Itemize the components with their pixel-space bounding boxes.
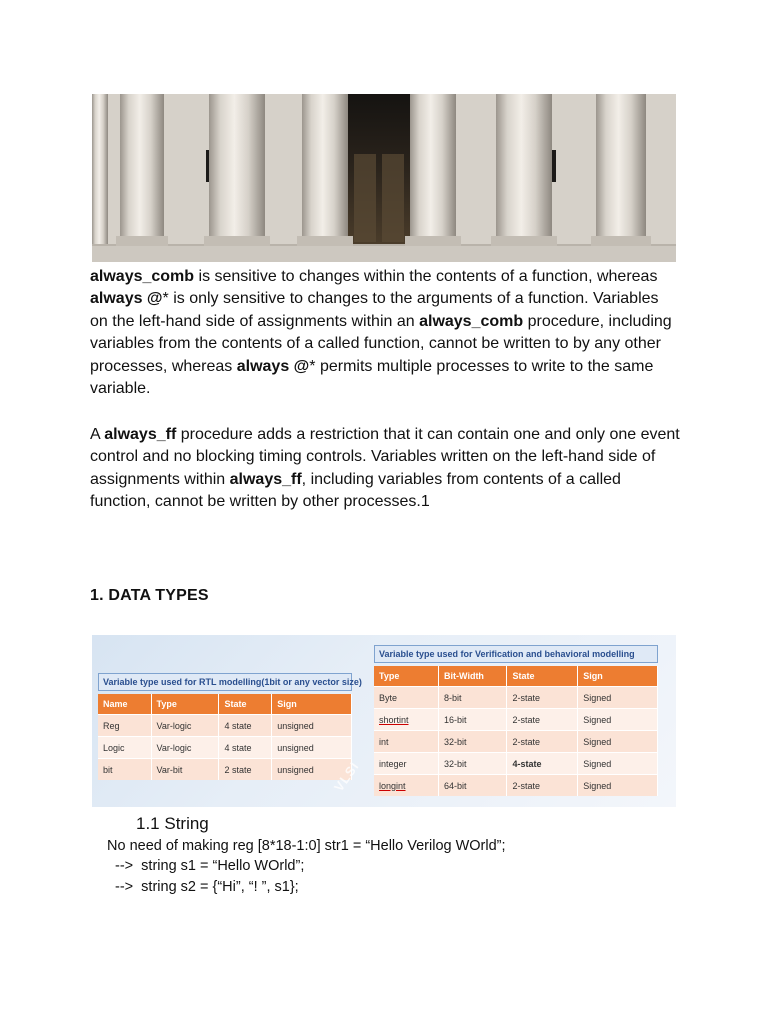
- rtl-table-caption: Variable type used for RTL modelling(1bit or any vector size): [98, 673, 352, 691]
- table-cell: Var-bit: [151, 759, 219, 781]
- table-cell: unsigned: [272, 737, 352, 759]
- column-header: Type: [151, 694, 219, 715]
- table-cell: bit: [98, 759, 151, 781]
- table-cell: 16-bit: [439, 709, 507, 731]
- table-cell: Var-logic: [151, 715, 219, 737]
- text-run: A: [90, 426, 105, 443]
- text-run: * permits multiple processes to write to the same variable.: [90, 357, 654, 398]
- table-cell: 32-bit: [439, 753, 507, 775]
- table-cell: Var-logic: [151, 737, 219, 759]
- code-line: --> string s2 = {“Hi”, “! ”, s1};: [115, 879, 299, 895]
- table-cell: integer: [374, 753, 439, 775]
- paragraph-always-comb: [90, 266, 680, 400]
- table-row: [98, 715, 352, 737]
- table-cell: int: [374, 731, 439, 753]
- table-row: [374, 709, 658, 731]
- table-cell: 2-state: [507, 775, 578, 797]
- subsection-heading-string: 1.1 String: [136, 814, 209, 833]
- table-cell: Signed: [578, 687, 658, 709]
- text-run: is sensitive to changes within the contents of a function, whereas: [194, 268, 658, 285]
- column-header: Name: [98, 694, 151, 715]
- table-row: [374, 731, 658, 753]
- column-header: Sign: [578, 666, 658, 687]
- text-run: procedure adds a restriction that it can contain one and only one event control and no blocking timing controls. Variables written on the left-hand side of assignments within: [90, 426, 680, 488]
- table-cell: Signed: [578, 709, 658, 731]
- table-cell: 4 state: [219, 715, 272, 737]
- table-cell: unsigned: [272, 715, 352, 737]
- section-heading-data-types: 1. DATA TYPES: [90, 587, 209, 604]
- table-cell: Signed: [578, 731, 658, 753]
- code-line: No need of making reg [8*18-1:0] str1 = “Hello Verilog WOrld”;: [107, 838, 506, 854]
- table-row: [374, 753, 658, 775]
- columns-illustration: [92, 94, 676, 262]
- table-cell: 8-bit: [439, 687, 507, 709]
- data-types-figure: [92, 635, 676, 807]
- column-header: State: [507, 666, 578, 687]
- column-header: Type: [374, 666, 439, 687]
- verification-variable-table: [374, 666, 658, 796]
- header-image: [92, 94, 676, 262]
- watermark: VLSI: [330, 758, 363, 795]
- table-cell: Signed: [578, 775, 658, 797]
- table-cell: 2-state: [507, 687, 578, 709]
- rtl-variable-table: [98, 694, 352, 780]
- verification-table-caption: Variable type used for Verification and behavioral modelling: [374, 645, 658, 663]
- bold-keyword: always_ff: [229, 470, 302, 488]
- table-cell: 4-state: [507, 753, 578, 775]
- table-cell: shortint: [374, 709, 439, 731]
- table-cell: Signed: [578, 753, 658, 775]
- table-cell: 2-state: [507, 731, 578, 753]
- table-cell: unsigned: [272, 759, 352, 781]
- bold-keyword: always_comb: [90, 268, 195, 285]
- bold-keyword: always_comb: [419, 312, 524, 330]
- table-cell: 2-state: [507, 709, 578, 731]
- bold-keyword: always @: [236, 357, 310, 375]
- column-header: Bit-Width: [439, 666, 507, 687]
- bold-keyword: always @: [90, 290, 163, 308]
- table-cell: Reg: [98, 715, 151, 737]
- bold-keyword: always_ff: [104, 426, 177, 443]
- column-header: State: [219, 694, 272, 715]
- table-cell: 4 state: [219, 737, 272, 759]
- table-row: [98, 737, 352, 759]
- column-header: Sign: [272, 694, 352, 715]
- code-line: --> string s1 = “Hello WOrld”;: [115, 858, 305, 874]
- table-cell: 32-bit: [439, 731, 507, 753]
- text-run: * is only sensitive to changes to the arguments of a function. Variables on the left-hand side of assignments within an: [90, 290, 659, 330]
- table-row: [98, 759, 352, 781]
- table-cell: 64-bit: [439, 775, 507, 797]
- table-row: [374, 775, 658, 797]
- table-row: [374, 687, 658, 709]
- text-run: , including variables from contents of a called function, cannot be written by other processes.1: [90, 470, 621, 511]
- table-cell: Byte: [374, 687, 439, 709]
- text-run: procedure, including variables from the contents of a called function, cannot be written to by any other processes, whereas: [90, 312, 672, 375]
- paragraph-always-ff: [90, 424, 680, 514]
- table-cell: 2 state: [219, 759, 272, 781]
- table-cell: longint: [374, 775, 439, 797]
- table-cell: Logic: [98, 737, 151, 759]
